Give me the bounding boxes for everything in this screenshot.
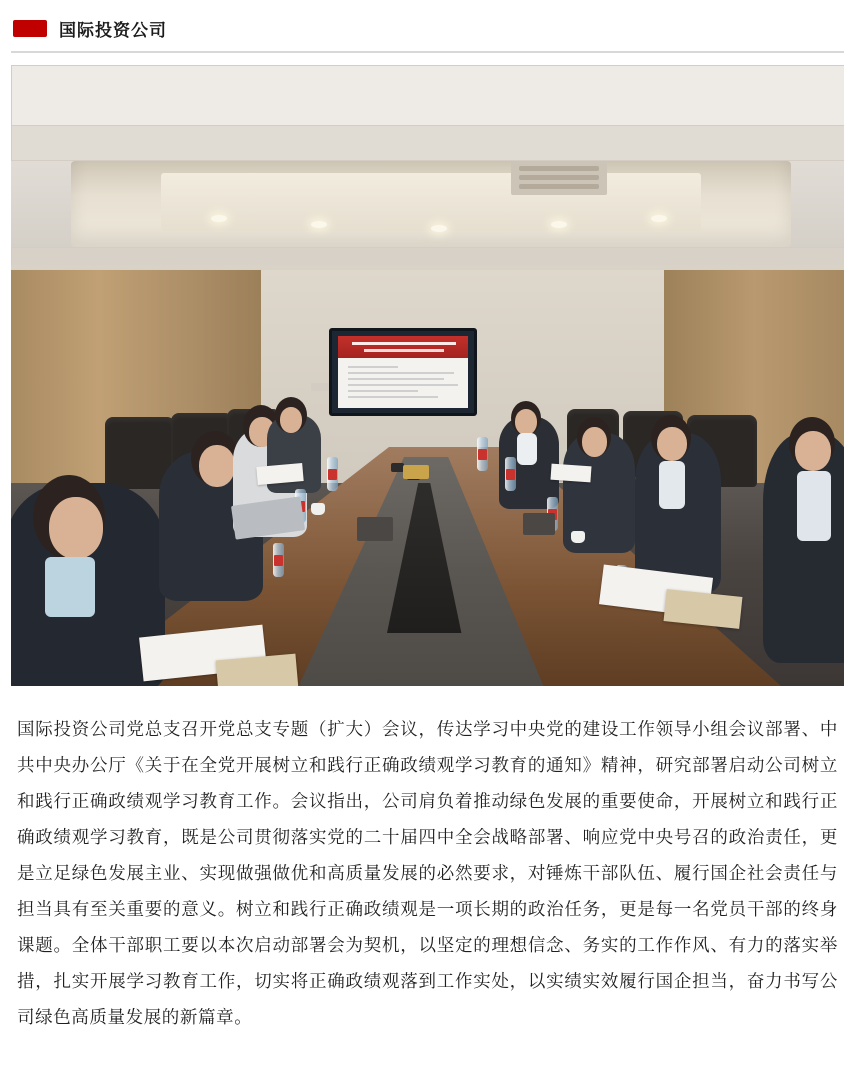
document-paper [550, 464, 591, 483]
attendee-face [515, 409, 537, 435]
slide-line [348, 384, 458, 386]
photo-scene [11, 65, 844, 686]
water-bottle [273, 543, 284, 577]
water-bottle [327, 457, 338, 491]
attendee-shirt [517, 433, 537, 465]
attendee-shirt [797, 471, 831, 541]
presentation-screen [329, 328, 477, 416]
slide-subtitle-text [364, 349, 444, 352]
downlight-icon [651, 215, 667, 222]
slide-line [348, 378, 444, 380]
notebook [216, 654, 299, 686]
desk-item [403, 465, 429, 479]
tea-cup [311, 503, 325, 515]
slide-line [348, 372, 454, 374]
wall-socket [311, 383, 329, 391]
attendee-face [582, 427, 607, 457]
vent-slat [519, 184, 599, 189]
attendee-shirt [45, 557, 95, 617]
vent-slat [519, 175, 599, 180]
downlight-icon [431, 225, 447, 232]
article-body: 国际投资公司党总支召开党总支专题（扩大）会议，传达学习中央党的建设工作领导小组会议部署、中共中央办公厅《关于在全党开展树立和践行正确政绩观学习教育的通知》精神，研究部署启动公司树立和践行正确政绩观学习教育工作。会议指出，公司肩负着推动绿色发展的重要使命，开展树立和践行正确政绩观学习教育，既是公司贯彻落实党的二十届四中全会战略部署、响应党中央号召的政治责任，更是立足绿色发展主业、实现做强做优和高质量发展的必然要求，对锤炼干部队伍、履行国企社会责任与担当具有至关重要的意义。树立和践行正确政绩观是一项长期的政治任务，更是每一名党员干部的终身课题。全体干部职工要以本次启动部署会为契机，以坚定的理想信念、务实的工作作风、有力的落实举措，扎实开展学习教育工作，切实将正确政绩观落到工作实处，以实绩实效履行国企担当，奋力书写公司绿色高质量发展的新篇章。 [17, 720, 838, 1029]
water-bottle [477, 437, 488, 471]
slide-line [348, 396, 438, 398]
tissue-box [523, 513, 555, 535]
ceiling-cove-inner [161, 173, 701, 231]
attendee-face [795, 431, 831, 471]
downlight-icon [311, 221, 327, 228]
meeting-room-photo [11, 65, 844, 686]
slide-line [348, 366, 398, 368]
slide-title-text [352, 342, 456, 345]
slide-line [348, 390, 418, 392]
attendee-face [657, 427, 687, 461]
attendee-shirt [659, 461, 685, 509]
downlight-icon [551, 221, 567, 228]
red-block-icon [13, 20, 47, 37]
water-bottle [505, 457, 516, 491]
vent-slat [519, 166, 599, 171]
tea-cup [571, 531, 585, 543]
downlight-icon [211, 215, 227, 222]
ceiling-panel [11, 125, 844, 161]
slide-title-band [338, 336, 468, 358]
attendee-face [199, 445, 235, 487]
attendee-face [49, 497, 103, 559]
attendee-face [280, 407, 302, 433]
page-title: 国际投资公司 [59, 21, 167, 40]
page-header [11, 14, 844, 53]
slide [338, 336, 468, 408]
tissue-box [357, 517, 393, 541]
ceiling-panel [11, 65, 844, 127]
